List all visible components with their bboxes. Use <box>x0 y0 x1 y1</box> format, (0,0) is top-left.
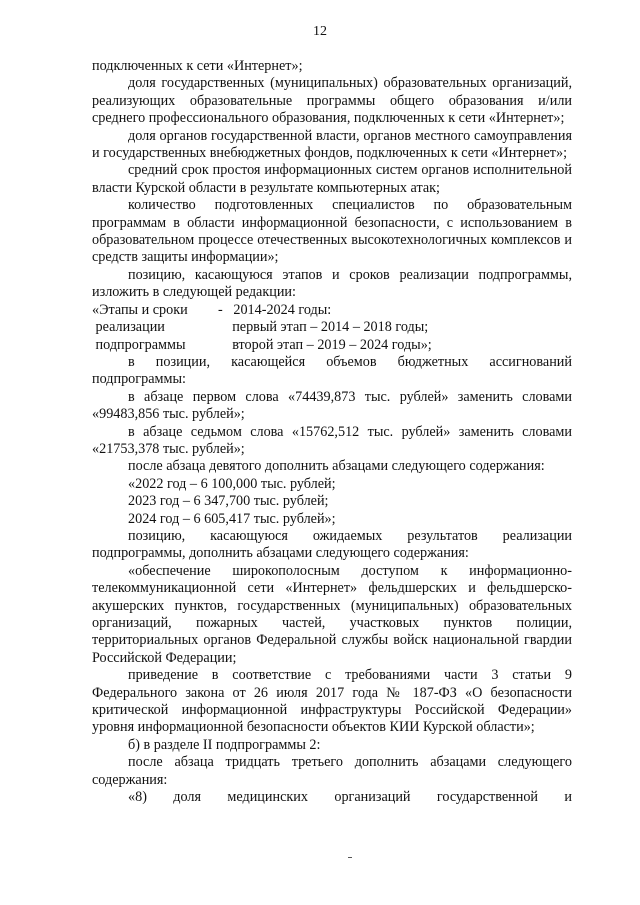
stages-row <box>92 319 572 336</box>
paragraph: позицию, касающуюся ожидаемых результатов реализации подпрограммы, дополнить абзацами следующего содержания: <box>92 527 572 562</box>
paragraph: средний срок простоя информационных систем органов исполнительной власти Курской области в результате компьютерных атак; <box>92 162 572 196</box>
paragraph: подключенных к сети «Интернет»; <box>92 58 303 74</box>
paragraph: приведение в соответствие с требованиями части 3 статьи 9 Федерального закона от 26 июля 2017 года № 187-ФЗ «О безопасности критической информационной инфраструктуры Российской Федерации» уровня информационной безопасности объектов КИИ Курской области»; <box>92 667 572 736</box>
stages-value: первый этап – 2014 – 2018 годы; <box>218 319 429 336</box>
paragraph: в абзаце седьмом слова «15762,512 тыс. рублей» заменить словами «21753,378 тыс. рублей»; <box>92 423 572 457</box>
stages-block <box>92 302 572 354</box>
stages-label: подпрограммы <box>92 336 186 353</box>
section-paragraphs-1 <box>92 58 572 302</box>
stages-row <box>92 337 572 354</box>
stages-label: реализации <box>92 319 165 336</box>
paragraph: в абзаце первом слова «74439,873 тыс. рублей» заменить словами «99483,856 тыс. рублей»; <box>92 388 572 423</box>
stages-row <box>92 302 572 319</box>
stages-value: второй этап – 2019 – 2024 годы»; <box>218 336 432 353</box>
paragraph: «2022 год – 6 100,000 тыс. рублей; <box>128 475 336 492</box>
paragraph: «обеспечение широкополосным доступом к информационно-телекоммуникационной сети «Интернет» фельдшерских и фельдшерско-акушерских пунктов, государственных (муниципальных) образовательных организаций, пожарных частей, участковых пунктов полиции, территориальных органов Федеральной службы войск национальной гвардии Российской Федерации; <box>92 562 572 666</box>
paragraph: позицию, касающуюся этапов и сроков реализации подпрограммы, изложить в следующей редакции: <box>92 266 572 301</box>
paragraph: количество подготовленных специалистов по образовательным программам в области информационной безопасности, с использованием в образовательном процессе отечественных высокотехнологичных комплексов и средств защиты информации»; <box>92 197 572 266</box>
scan-artifact <box>348 857 352 858</box>
paragraph: после абзаца девятого дополнить абзацами следующего содержания: <box>128 458 545 475</box>
document-body <box>92 58 572 806</box>
stages-label: «Этапы и сроки <box>92 301 188 318</box>
paragraph: 2023 год – 6 347,700 тыс. рублей; <box>128 493 329 510</box>
paragraph: доля органов государственной власти, органов местного самоуправления и государственных внебюджетных фондов, подключенных к сети «Интернет»; <box>92 127 572 162</box>
paragraph: 2024 год – 6 605,417 тыс. рублей»; <box>128 510 336 527</box>
paragraph: доля государственных (муниципальных) образовательных организаций, реализующих образовательные программы общего образования и/или среднего профессионального образования, подключенных к сети «Интернет»; <box>92 75 572 127</box>
paragraph: после абзаца тридцать третьего дополнить абзацами следующего содержания: <box>92 754 572 788</box>
paragraph: «8) доля медицинских организаций государственной и <box>128 789 572 806</box>
stages-value: - 2014-2024 годы: <box>218 301 332 318</box>
page-number: 12 <box>313 24 327 39</box>
section-paragraphs-2 <box>92 354 572 807</box>
paragraph: б) в разделе II подпрограммы 2: <box>128 736 321 753</box>
paragraph: в позиции, касающейся объемов бюджетных ассигнований подпрограммы: <box>92 353 572 388</box>
